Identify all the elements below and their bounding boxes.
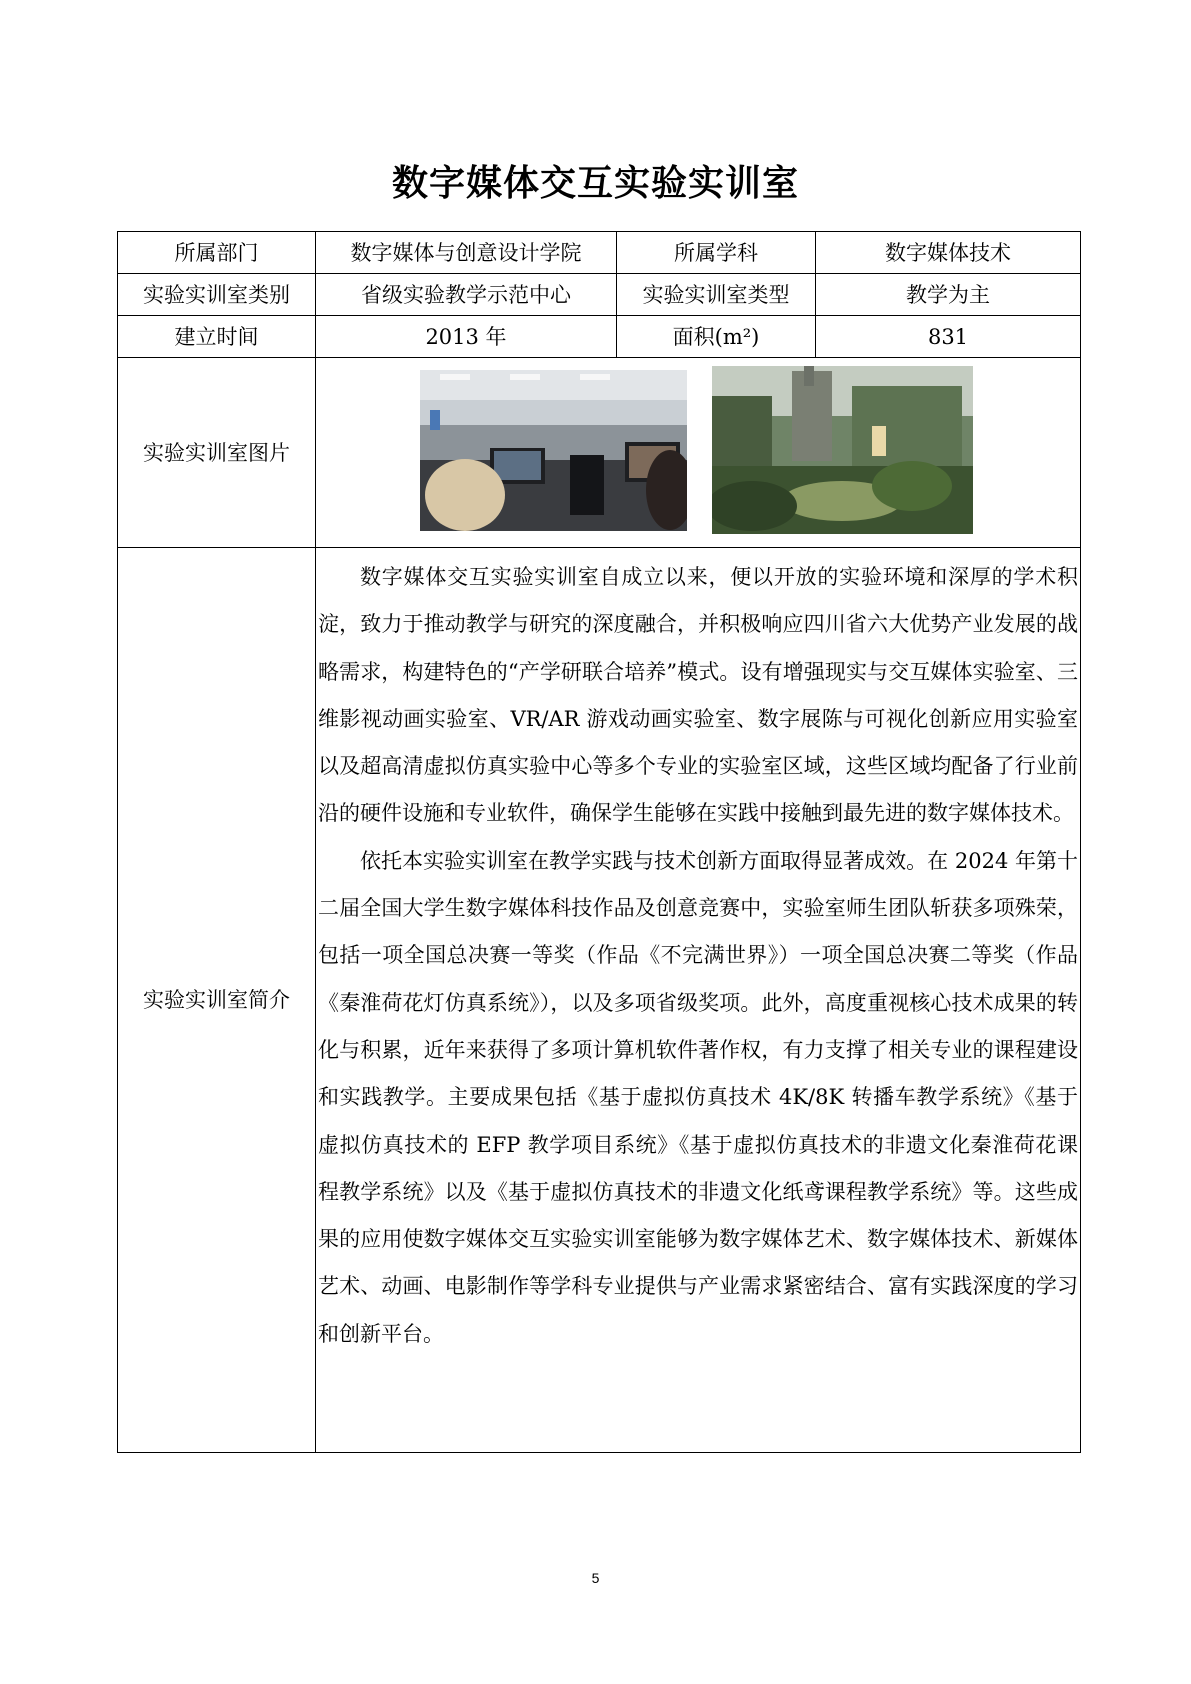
lab-intro-text (316, 548, 1081, 1453)
table-row (118, 548, 1081, 1453)
area-label: 面积(m²) (617, 316, 816, 358)
table-row (118, 358, 1081, 548)
lab-type-value: 教学为主 (816, 274, 1081, 316)
lab-info-table (117, 231, 1081, 1453)
page-title: 数字媒体交互实验实训室 (391, 163, 799, 204)
lab-photos-label: 实验实训室图片 (118, 358, 316, 548)
department-label: 所属部门 (118, 232, 316, 274)
area-value: 831 (816, 316, 1081, 358)
lab-category-value: 省级实验教学示范中心 (316, 274, 617, 316)
discipline-label: 所属学科 (617, 232, 816, 274)
lab-category-label: 实验实训室类别 (118, 274, 316, 316)
table-row (118, 232, 1081, 274)
lab-photos-cell (316, 358, 1081, 548)
lab-intro-label: 实验实训室简介 (118, 548, 316, 1453)
table-row (118, 274, 1081, 316)
lab-type-label: 实验实训室类型 (617, 274, 816, 316)
department-value: 数字媒体与创意设计学院 (316, 232, 617, 274)
page-number: 5 (591, 1570, 600, 1586)
discipline-value: 数字媒体技术 (816, 232, 1081, 274)
virtual-scene-photo (712, 366, 973, 534)
lab-classroom-photo (420, 370, 687, 531)
established-value: 2013 年 (316, 316, 617, 358)
intro-paragraph: 数字媒体交互实验实训室自成立以来，便以开放的实验环境和深厚的学术积淀，致力于推动教学与研究的深度融合，并积极响应四川省六大优势产业发展的战略需求，构建特色的“产学研联合培养”模式。设有增强现实与交互媒体实验室、三维影视动画实验室、VR/AR 游戏动画实验室、数字展陈与可视化创新应用实验室以及超高清虚拟仿真实验中心等多个专业的实验室区域，这些区域均配备了行业前沿的硬件设施和专业软件，确保学生能够在实践中接触到最先进的数字媒体技术。 (318, 565, 1078, 826)
established-label: 建立时间 (118, 316, 316, 358)
intro-paragraph: 依托本实验实训室在教学实践与技术创新方面取得显著成效。在 2024 年第十二届全国大学生数字媒体科技作品及创意竞赛中，实验室师生团队斩获多项殊荣，包括一项全国总决赛一等奖（作品《不完满世界》）一项全国总决赛二等奖（作品《秦淮荷花灯仿真系统》），以及多项省级奖项。此外，高度重视核心技术成果的转化与积累，近年来获得了多项计算机软件著作权，有力支撑了相关专业的课程建设和实践教学。主要成果包括《基于虚拟仿真技术 4K/8K 转播车教学系统》《基于虚拟仿真技术的 EFP 教学项目系统》《基于虚拟仿真技术的非遗文化秦淮荷花课程教学系统》以及《基于虚拟仿真技术的非遗文化纸鸢课程教学系统》等。这些成果的应用使数字媒体交互实验实训室能够为数字媒体艺术、数字媒体技术、新媒体艺术、动画、电影制作等学科专业提供与产业需求紧密结合、富有实践深度的学习和创新平台。 (318, 848, 1078, 1346)
table-row (118, 316, 1081, 358)
